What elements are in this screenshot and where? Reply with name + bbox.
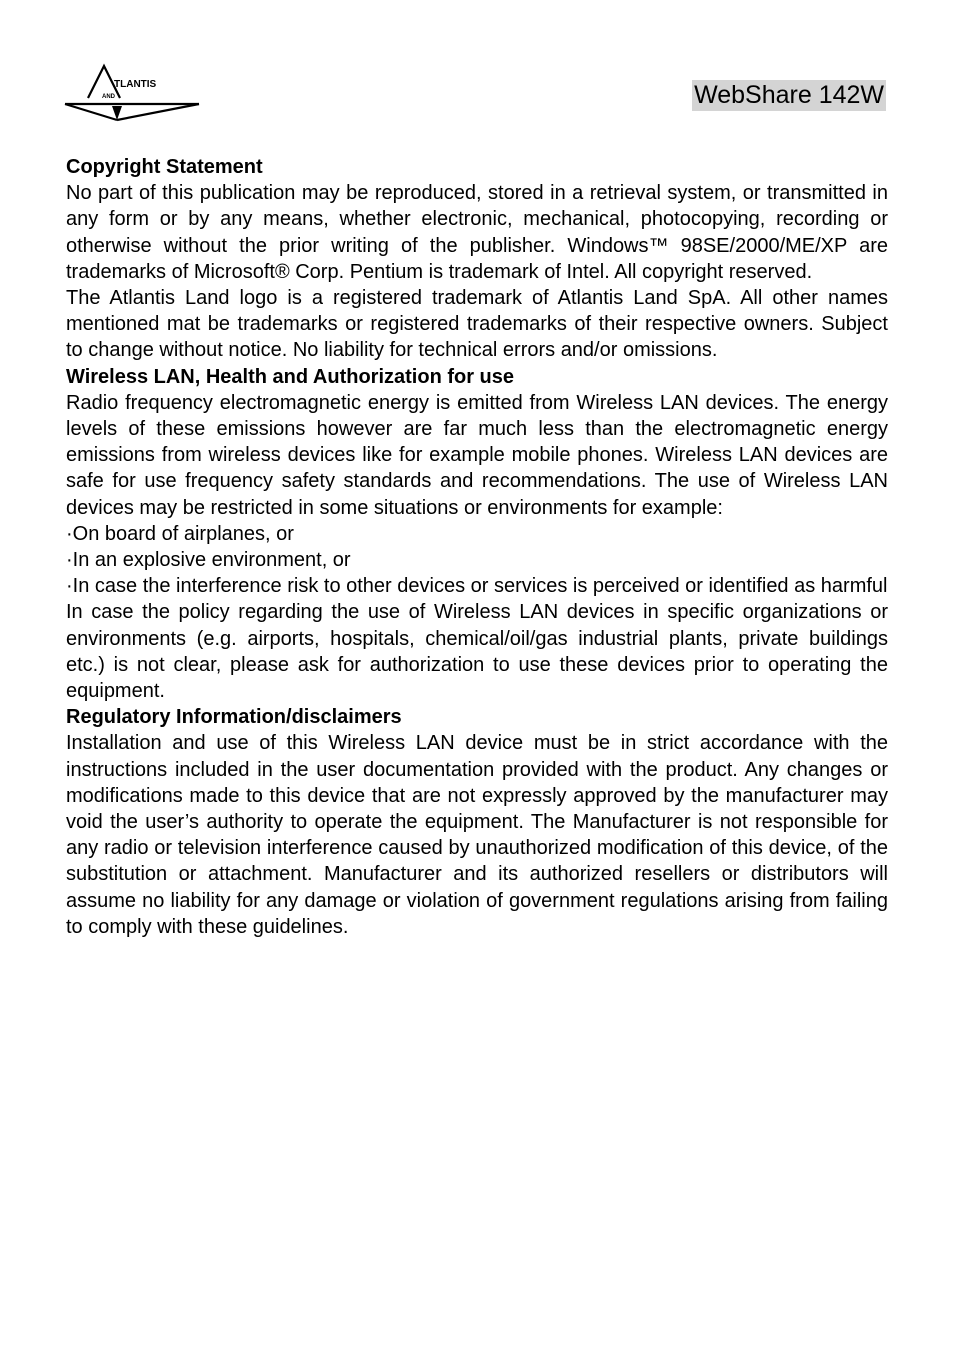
regulatory-paragraph: Installation and use of this Wireless LAN device must be in strict accordance with the instructions included in the user documentation provided with the product. Any changes or modifications made to this device that are not expressly approved by the manufacturer may void the user’s authority to operate the equipment. The Manufacturer is not responsible for any radio or television interference caused by unauthorized modification of this device, of the substitution or attachment. Manufacturer and its authorized resellers or distributors will assume no liability for any damage or violation of government regulations arising from failing to comply with these guidelines. — [66, 732, 888, 938]
wireless-heading: Wireless LAN, Health and Authorization for use — [66, 365, 515, 388]
copyright-heading: Copyright Statement — [66, 156, 263, 178]
copyright-paragraph-1: No part of this publication may be reproduced, stored in a retrieval system, or transmitted in any form or by any means, whether electronic, mechanical, photocopying, recording or otherwise without the prior writing of the publisher. Windows™ 98SE/2000/ME/XP are trademarks of Microsoft® Corp. Pentium is trademark of Intel. All copyright reserved. — [66, 182, 888, 283]
regulatory-heading: Regulatory Information/disclaimers — [66, 706, 402, 729]
logo-text: TLANTIS — [114, 79, 157, 90]
wireless-bullet: ·On board of airplanes, or — [66, 522, 294, 545]
wireless-bullet: ·In case the interference risk to other devices or services is perceived or identified as harmful — [66, 575, 888, 598]
product-name: WebShare 142W — [694, 81, 884, 109]
wireless-paragraph-1: Radio frequency electromagnetic energy is emitted from Wireless LAN devices. The energy levels of these emissions however are far much less than the electromagnetic energy emissions from wireless devices like for example mobile phones. Wireless LAN devices are safe for use frequency safety standards and recommendations. The use of Wireless LAN devices may be restricted in some situations or environments for example: — [66, 391, 888, 519]
atlantis-land-logo — [62, 60, 202, 122]
logo-subtext: AND — [102, 94, 115, 100]
copyright-paragraph-2: The Atlantis Land logo is a registered trademark of Atlantis Land SpA. All other names mentioned mat be trademarks or registered trademarks of their respective owners. Subject to change without notice. No liability for technical errors and/or omissions. — [66, 287, 888, 362]
wireless-paragraph-2: In case the policy regarding the use of Wireless LAN devices in specific organizations or environments (e.g. airports, hospitals, chemical/oil/gas industrial plants, private buildings etc.) is not clear, please ask for authorization to use these devices prior to operating the equipment. — [66, 601, 888, 703]
document-body — [66, 154, 888, 940]
wireless-bullet: ·In an explosive environment, or — [66, 549, 351, 572]
